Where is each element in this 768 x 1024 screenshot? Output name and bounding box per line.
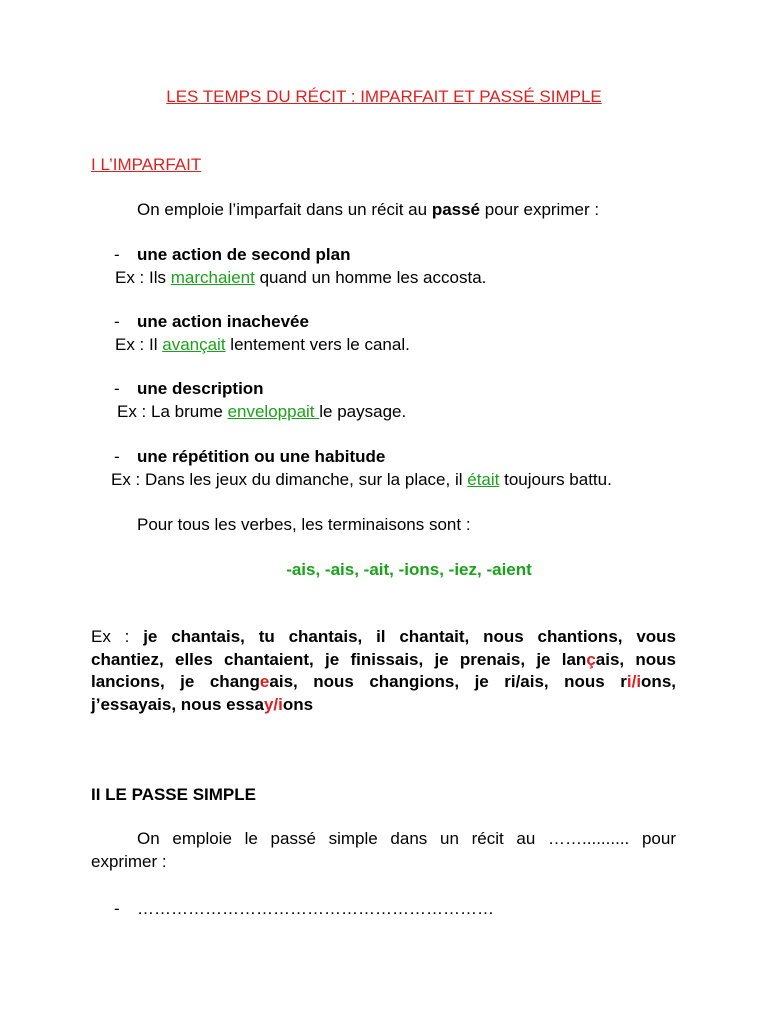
intro-text-bold: passé xyxy=(431,200,481,219)
example-verb: enveloppait xyxy=(227,402,320,421)
section-heading-passe-simple: II LE PASSE SIMPLE xyxy=(91,785,256,804)
highlight-letter: e xyxy=(259,672,270,691)
conjugation-text: ons xyxy=(282,694,314,714)
intro-text-pre: On emploie l’imparfait dans un récit au xyxy=(137,200,432,219)
conjugation-text: ons, xyxy=(641,672,676,691)
intro-text-post: pour exprimer : xyxy=(480,200,600,219)
conjugation-text: je chantais, tu chantais, il chantait, nous chantions, vous xyxy=(143,627,676,646)
conjugation-line xyxy=(91,649,676,672)
example-post: le paysage. xyxy=(319,402,407,421)
example-post: lentement vers le canal. xyxy=(225,335,410,354)
usage-label-second-plan: une action de second plan xyxy=(137,245,351,264)
example-pre: Ex : Ils xyxy=(115,268,171,287)
usage-label-inachevee: une action inachevée xyxy=(137,312,309,331)
section-heading-imparfait: I L’IMPARFAIT xyxy=(91,155,202,174)
example-post: quand un homme les accosta. xyxy=(254,268,487,287)
usage-label-description: une description xyxy=(137,379,264,398)
example-description xyxy=(117,401,406,423)
conjugation-text: chantiez, elles chantaient, je finissais, je prenais, je lan xyxy=(91,649,587,669)
bullet-dash: - xyxy=(114,379,120,398)
bullet-dash: - xyxy=(114,899,120,918)
conjugation-examples xyxy=(91,626,676,716)
usage-label-repetition: une répétition ou une habitude xyxy=(137,447,386,466)
conjugation-text: ais, nous xyxy=(595,649,677,669)
page-title: LES TEMPS DU RÉCIT : IMPARFAIT ET PASSÉ SIMPLE xyxy=(166,87,602,106)
example-second-plan xyxy=(115,267,486,289)
intro-line: exprimer : xyxy=(91,851,167,871)
endings-intro: Pour tous les verbes, les terminaisons sont : xyxy=(137,515,471,534)
conjugation-text: lancions, je chang xyxy=(91,672,260,691)
conjugation-text: ais, nous changions, je ri/ais, nous r xyxy=(269,672,627,691)
example-inachevee xyxy=(115,334,410,356)
conjugation-line xyxy=(91,626,676,649)
passe-simple-intro xyxy=(91,828,676,873)
highlight-letter: ç xyxy=(586,649,596,669)
example-verb: avançait xyxy=(162,335,226,354)
conjugation-line xyxy=(91,694,676,717)
conjugation-line xyxy=(91,671,676,694)
intro-line: On emploie le passé simple dans un récit au …….......... pour xyxy=(137,829,676,848)
endings-list: -ais, -ais, -ait, -ions, -iez, -aient xyxy=(286,560,532,579)
example-repetition xyxy=(111,469,612,491)
example-pre: Ex : La brume xyxy=(117,402,228,421)
example-verb: était xyxy=(467,470,500,489)
bullet-dash: - xyxy=(114,312,120,331)
example-post: toujours battu. xyxy=(499,470,612,489)
example-pre: Ex : Dans les jeux du dimanche, sur la place, il xyxy=(111,470,468,489)
examples-prefix: Ex : xyxy=(91,627,144,646)
example-pre: Ex : Il xyxy=(115,335,163,354)
fill-in-blank: ……………………………………………………… xyxy=(137,899,494,918)
highlight-letter: y/i xyxy=(263,694,283,714)
imparfait-intro xyxy=(137,199,599,221)
conjugation-text: j’essayais, nous essa xyxy=(91,694,264,714)
bullet-dash: - xyxy=(114,245,120,264)
example-verb: marchaient xyxy=(170,268,255,287)
bullet-dash: - xyxy=(114,447,120,466)
highlight-letter: i/i xyxy=(626,672,642,691)
